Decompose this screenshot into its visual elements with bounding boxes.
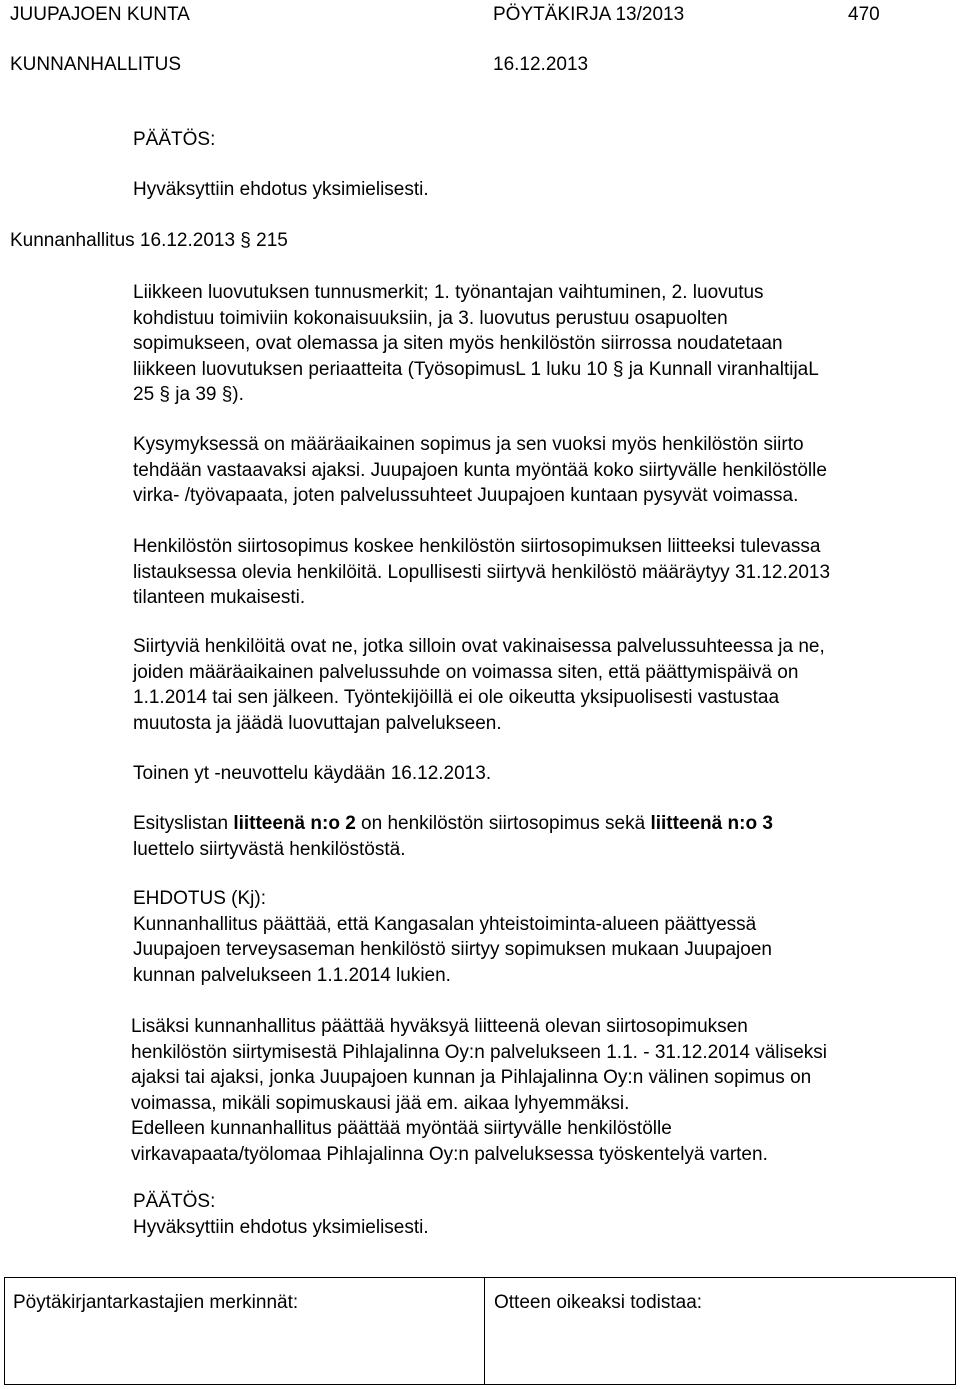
paragraph-line: kunnan palvelukseen 1.1.2014 lukien. <box>133 964 451 986</box>
paragraph-line: Edelleen kunnanhallitus päättää myöntää siirtyvälle henkilöstölle <box>131 1118 672 1139</box>
signature-footer-box <box>4 1277 956 1385</box>
paragraph-line: voimassa, mikäli sopimuskausi jää em. aikaa lyhyemmäksi. <box>131 1092 630 1114</box>
paragraph-line: henkilöstön siirtymisestä Pihlajalinna Oy:n palvelukseen 1.1. - 31.12.2014 väliseksi <box>131 1041 827 1063</box>
paragraph-line: luettelo siirtyvästä henkilöstöstä. <box>133 838 406 860</box>
paragraph-line: tehdään vastaavaksi ajaksi. Juupajoen kunta myöntää koko siirtyvälle henkilöstölle <box>133 459 827 481</box>
paragraph-line: 25 § ja 39 §). <box>133 384 244 405</box>
paragraph-line: liikkeen luovutuksen periaatteita (TyösopimusL 1 luku 10 § ja Kunnall viranhaltijaL <box>133 358 819 380</box>
proposal <box>133 886 772 988</box>
attachment-2-ref: liitteenä n:o 2 <box>233 813 356 834</box>
decision-text: Hyväksyttiin ehdotus yksimielisesti. <box>133 179 429 200</box>
footer-reviewers-label: Pöytäkirjantarkastajien merkinnät: <box>13 1292 299 1313</box>
paragraph-attachments <box>133 811 773 862</box>
paragraph-line: sopimukseen, ovat olemassa ja siten myös henkilöstön siirrossa noudatetaan <box>133 333 783 354</box>
paragraph-line: muutosta ja jäädä luovuttajan palvelukseen. <box>133 712 502 734</box>
paragraph-additional-decision <box>131 1014 827 1167</box>
header-org: JUUPAJOEN KUNTA <box>10 4 190 25</box>
paragraph-line: Lisäksi kunnanhallitus päättää hyväksyä liitteenä olevan siirtosopimuksen <box>131 1016 748 1037</box>
paragraph-transfer-agreement <box>133 534 830 611</box>
paragraph-line: virka- /työvapaata, joten palvelussuhteet Juupajoen kuntaan pysyvät voimassa. <box>133 485 799 506</box>
final-decision <box>133 1189 429 1240</box>
header-page-number: 470 <box>848 4 880 25</box>
decision-label: PÄÄTÖS: <box>133 1191 216 1212</box>
header-document: PÖYTÄKIRJA 13/2013 <box>493 4 685 25</box>
paragraph-fixed-term <box>133 432 827 509</box>
paragraph-line: Liikkeen luovutuksen tunnusmerkit; 1. työnantajan vaihtuminen, 2. luovutus <box>133 282 764 303</box>
proposal-label: EHDOTUS (Kj): <box>133 888 266 909</box>
paragraph-line: Esityslistan liitteenä n:o 2 on henkilöstön siirtosopimus sekä liitteenä n:o 3 <box>133 813 773 834</box>
paragraph-line: Juupajoen terveysaseman henkilöstö siirtyy sopimuksen mukaan Juupajoen <box>133 939 772 960</box>
paragraph-line: joiden määräaikainen palvelussuhde on voimassa siten, että päättymispäivä on <box>133 661 799 683</box>
section-heading: Kunnanhallitus 16.12.2013 § 215 <box>10 230 288 251</box>
paragraph-transferring-staff <box>133 634 825 736</box>
paragraph-line: Kunnanhallitus päättää, että Kangasalan yhteistoiminta-alueen päättyessä <box>133 913 757 935</box>
decision-text: Hyväksyttiin ehdotus yksimielisesti. <box>133 1216 429 1238</box>
paragraph-line: virkavapaata/työlomaa Pihlajalinna Oy:n palveluksessa työskentelyä varten. <box>131 1143 768 1165</box>
decision-label: PÄÄTÖS: <box>133 129 216 150</box>
paragraph-line: Siirtyviä henkilöitä ovat ne, jotka silloin ovat vakinaisessa palvelussuhteessa ja ne, <box>133 636 825 657</box>
header-date: 16.12.2013 <box>493 54 589 75</box>
footer-certification-label: Otteen oikeaksi todistaa: <box>494 1292 703 1313</box>
paragraph-line: ajaksi tai ajaksi, jonka Juupajoen kunnan ja Pihlajalinna Oy:n välinen sopimus on <box>131 1067 812 1088</box>
footer-divider <box>484 1278 485 1384</box>
paragraph-negotiation: Toinen yt -neuvottelu käydään 16.12.2013. <box>133 763 492 784</box>
attachment-3-ref: liitteenä n:o 3 <box>650 813 773 834</box>
paragraph-line: 1.1.2014 tai sen jälkeen. Työntekijöillä ei ole oikeutta yksipuolisesti vastustaa <box>133 687 780 708</box>
header-body: KUNNANHALLITUS <box>10 54 182 75</box>
paragraph-line: tilanteen mukaisesti. <box>133 587 306 608</box>
paragraph-line: listauksessa olevia henkilöitä. Lopullisesti siirtyvä henkilöstö määräytyy 31.12.2013 <box>133 561 831 583</box>
paragraph-line: kohdistuu toimiviin kokonaisuuksiin, ja 3. luovutus perustuu osapuolten <box>133 307 728 329</box>
paragraph-transfer-criteria <box>133 280 819 408</box>
paragraph-line: Henkilöstön siirtosopimus koskee henkilöstön siirtosopimuksen liitteeksi tulevassa <box>133 536 821 557</box>
paragraph-line: Kysymyksessä on määräaikainen sopimus ja sen vuoksi myös henkilöstön siirto <box>133 434 804 455</box>
